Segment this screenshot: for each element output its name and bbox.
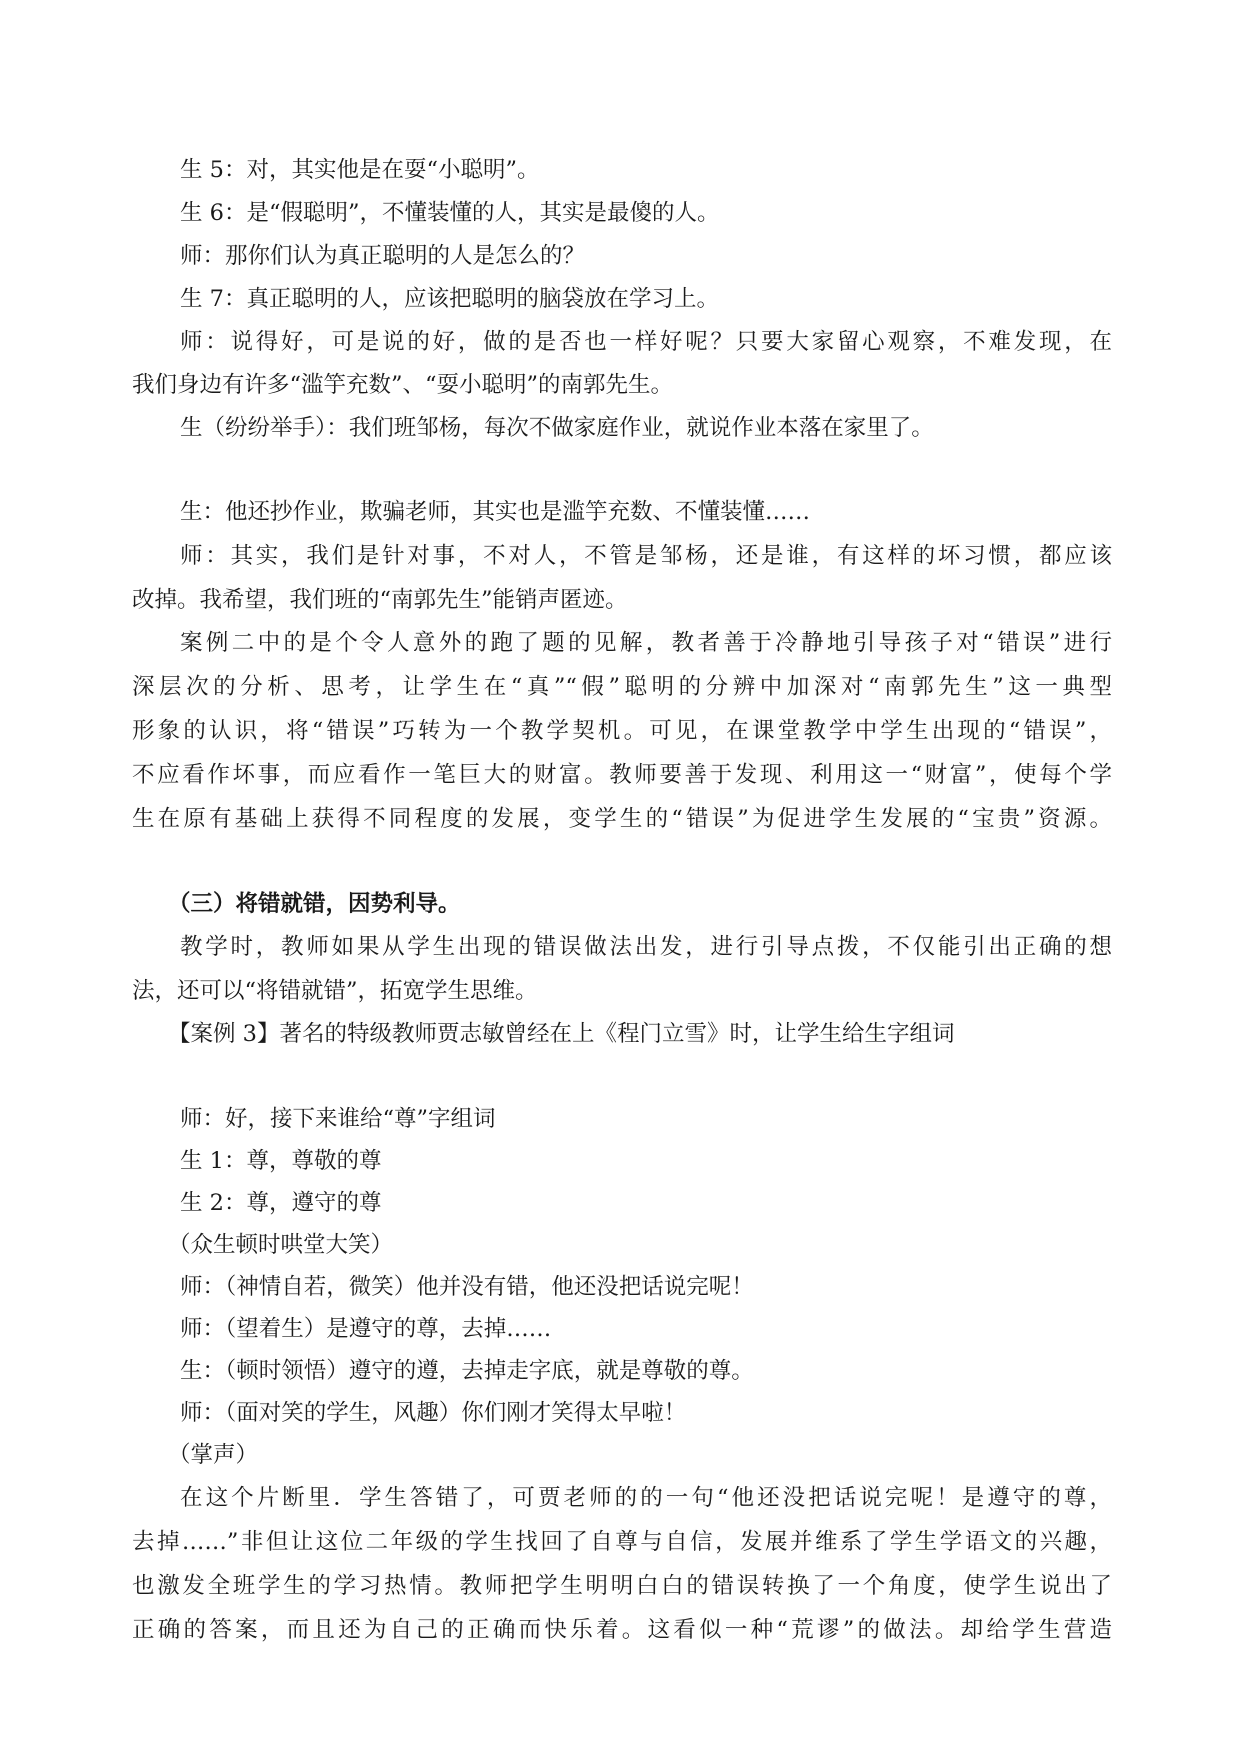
text-line: 师：好，接下来谁给“尊”字组词 bbox=[180, 1106, 496, 1132]
text-line: 形象的认识，将“错误”巧转为一个教学契机。可见，在课堂教学中学生出现的“错误”， bbox=[132, 718, 1112, 744]
text-line: 我们身边有许多“滥竽充数”、“耍小聪明”的南郭先生。 bbox=[132, 372, 674, 398]
text-line: 生：（顿时领悟）遵守的遵，去掉走字底，就是尊敬的尊。 bbox=[180, 1358, 754, 1384]
text-line: （众生顿时哄堂大笑） bbox=[168, 1232, 394, 1258]
text-line: 法，还可以“将错就错”，拓宽学生思维。 bbox=[132, 978, 538, 1004]
text-line: （掌声） bbox=[168, 1442, 259, 1468]
text-line: 生（纷纷举手）：我们班邹杨，每次不做家庭作业，就说作业本落在家里了。 bbox=[180, 415, 934, 441]
text-line: 去掉……”非但让这位二年级的学生找回了自尊与自信，发展并维系了学生学语文的兴趣， bbox=[132, 1529, 1112, 1555]
text-line: 也激发全班学生的学习热情。教师把学生明明白白的错误转换了一个角度，使学生说出了 bbox=[132, 1573, 1112, 1599]
text-line: 师：（面对笑的学生，风趣）你们刚才笑得太早啦！ bbox=[180, 1400, 687, 1426]
text-line: 不应看作坏事，而应看作一笔巨大的财富。教师要善于发现、利用这一“财富”，使每个学 bbox=[132, 762, 1112, 788]
text-line: 师：那你们认为真正聪明的人是怎么的？ bbox=[180, 243, 586, 269]
text-line: 生 2：尊，遵守的尊 bbox=[180, 1190, 382, 1216]
text-line: 生：他还抄作业，欺骗老师，其实也是滥竽充数、不懂装懂…… bbox=[180, 499, 811, 525]
text-line: 生在原有基础上获得不同程度的发展，变学生的“错误”为促进学生发展的“宝贵”资源。 bbox=[132, 806, 1112, 832]
text-line: 师：（望着生）是遵守的尊，去掉…… bbox=[180, 1316, 552, 1342]
text-line: 师：（神情自若，微笑）他并没有错，他还没把话说完呢！ bbox=[180, 1274, 754, 1300]
text-line: 师：说得好，可是说的好，做的是否也一样好呢？只要大家留心观察，不难发现，在 bbox=[180, 329, 1112, 355]
section-heading: （三）将错就错，因势利导。 bbox=[168, 891, 461, 917]
text-line: 改掉。我希望，我们班的“南郭先生”能销声匿迹。 bbox=[132, 587, 628, 613]
text-line: 师：其实，我们是针对事，不对人，不管是邹杨，还是谁，有这样的坏习惯，都应该 bbox=[180, 543, 1112, 569]
text-line: 生 5：对，其实他是在耍“小聪明”。 bbox=[180, 157, 540, 183]
text-line: 在这个片断里．学生答错了，可贾老师的的一句“他还没把话说完呢！是遵守的尊， bbox=[180, 1485, 1112, 1511]
text-line: 正确的答案，而且还为自己的正确而快乐着。这看似一种“荒谬”的做法。却给学生营造 bbox=[132, 1617, 1112, 1643]
text-line: 生 6：是“假聪明”，不懂装懂的人，其实是最傻的人。 bbox=[180, 200, 720, 226]
text-line: 生 1：尊，尊敬的尊 bbox=[180, 1148, 382, 1174]
text-line: 案例二中的是个令人意外的跑了题的见解，教者善于冷静地引导孩子对“错误”进行 bbox=[180, 630, 1112, 656]
text-line: 教学时，教师如果从学生出现的错误做法出发，进行引导点拨，不仅能引出正确的想 bbox=[180, 934, 1112, 960]
case-title: 【案例 3】著名的特级教师贾志敏曾经在上《程门立雪》时，让学生给生字组词 bbox=[168, 1021, 955, 1047]
text-line: 生 7：真正聪明的人，应该把聪明的脑袋放在学习上。 bbox=[180, 286, 719, 312]
text-line: 深层次的分析、思考，让学生在“真”“假”聪明的分辨中加深对“南郭先生”这一典型 bbox=[132, 674, 1112, 700]
